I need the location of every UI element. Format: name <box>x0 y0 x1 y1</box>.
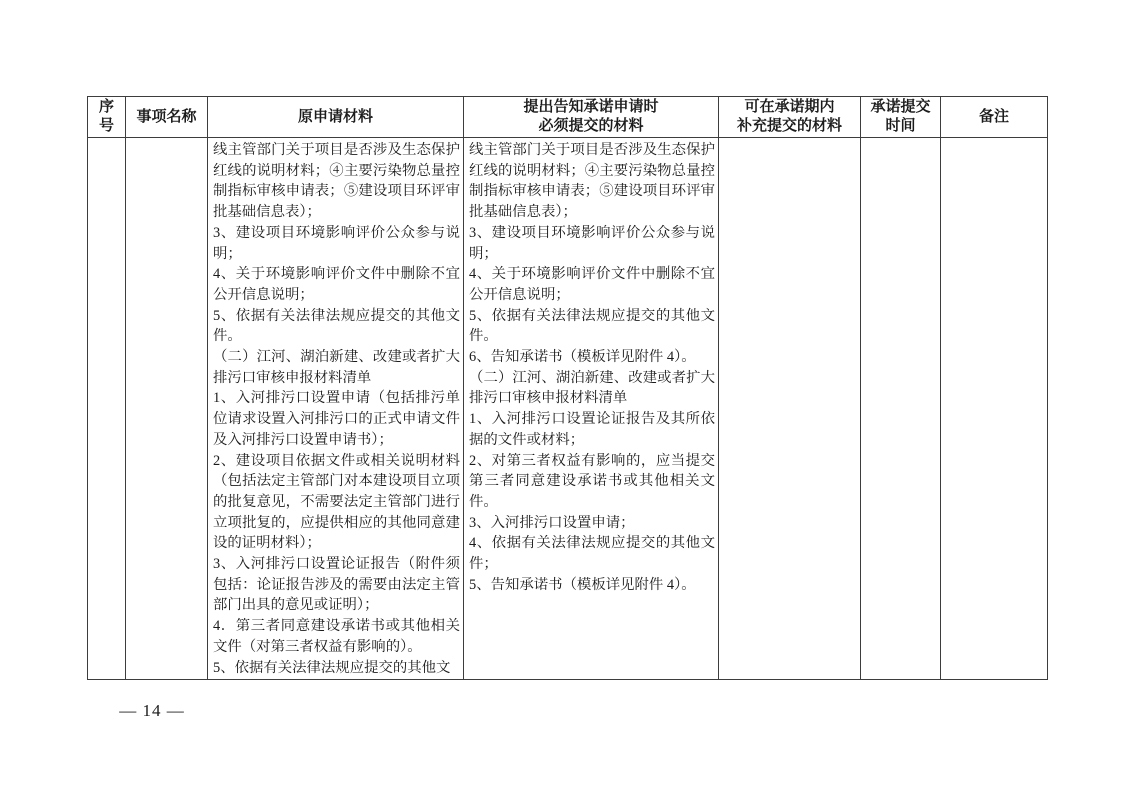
cell-item-name <box>126 138 208 680</box>
cell-remarks <box>941 138 1048 680</box>
table-header-row <box>88 97 1048 138</box>
page-number: — 14 — <box>119 701 185 720</box>
cell-serial <box>88 138 126 680</box>
cell-commitment-time <box>861 138 941 680</box>
col-header-remarks: 备注 <box>941 97 1048 138</box>
commitment-materials-text: 线主管部门关于项目是否涉及生态保护红线的说明材料；④主要污染物总量控制指标审核申请表；⑤建设项目环评审批基础信息表）； 3、建设项目环境影响评价公众参与说明； 4、关于环境影响评价文件中删除不宜公开信息说明； 5、依据有关法律法规应提交的其他文件。 6、告知承诺书（模板详见附件 4）。 （二）江河、湖泊新建、改建或者扩大排污口审核申报材料清单 1、入河排污口设置论证报告及其所依据的文件或材料； 2、对第三者权益有影响的，应当提交第三者同意建设承诺书或其他相关文件。 3、入河排污口设置申请； 4、依据有关法律法规应提交的其他文件； 5、告知承诺书（模板详见附件 4）。 <box>469 142 715 593</box>
cell-commitment-materials <box>464 138 719 680</box>
col-header-supplement-materials: 可在承诺期内 补充提交的材料 <box>719 97 861 138</box>
table-row <box>88 138 1048 680</box>
approval-materials-table <box>87 96 1048 680</box>
col-header-commitment-materials: 提出告知承诺申请时 必须提交的材料 <box>464 97 719 138</box>
cell-original-materials <box>208 138 464 680</box>
col-header-serial: 序 号 <box>88 97 126 138</box>
col-header-item-name: 事项名称 <box>126 97 208 138</box>
col-header-commitment-time: 承诺提交 时间 <box>861 97 941 138</box>
cell-supplement-materials <box>719 138 861 680</box>
col-header-original-materials: 原申请材料 <box>208 97 464 138</box>
original-materials-text: 线主管部门关于项目是否涉及生态保护红线的说明材料；④主要污染物总量控制指标审核申请表；⑤建设项目环评审批基础信息表）； 3、建设项目环境影响评价公众参与说明； 4、关于环境影响评价文件中删除不宜公开信息说明； 5、依据有关法律法规应提交的其他文件。 （二）江河、湖泊新建、改建或者扩大排污口审核申报材料清单 1、入河排污口设置申请（包括排污单位请求设置入河排污口的正式申请文件及入河排污口设置申请书）； 2、建设项目依据文件或相关说明材料（包括法定主管部门对本建设项目立项的批复意见，不需要法定主管部门进行立项批复的，应提供相应的其他同意建设的证明材料）； 3、入河排污口设置论证报告（附件须包括：论证报告涉及的需要由法定主管部门出具的意见或证明）； 4．第三者同意建设承诺书或其他相关文件（对第三者权益有影响的）。 5、依据有关法律法规应提交的其他文 <box>213 142 460 676</box>
